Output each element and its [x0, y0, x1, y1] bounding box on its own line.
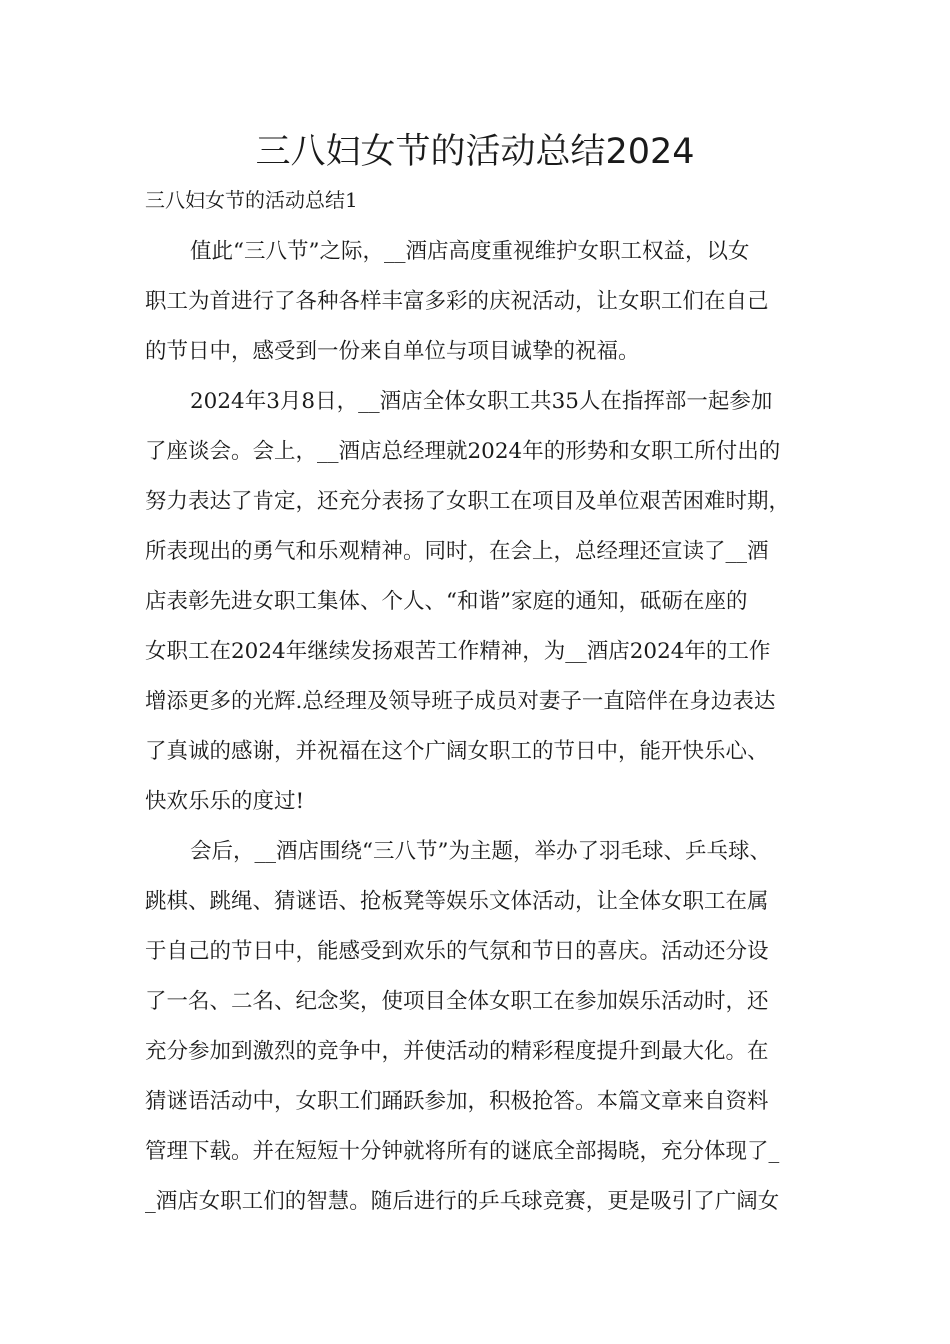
paragraph-line: 猜谜语活动中，女职工们踊跃参加，积极抢答。本篇文章来自资料 [145, 1089, 769, 1114]
paragraph-line: 于自己的节日中，能感受到欢乐的气氛和节日的喜庆。活动还分设 [145, 939, 769, 964]
paragraph-line: 了座谈会。会上，__酒店总经理就2024年的形势和女职工所付出的 [145, 439, 781, 464]
document-title: 三八妇女节的活动总结2024 [255, 132, 695, 172]
paragraph-line: 2024年3月8日，__酒店全体女职工共35人在指挥部一起参加 [190, 389, 773, 414]
paragraph-line: 了真诚的感谢，并祝福在这个广阔女职工的节日中，能开快乐心、 [145, 739, 769, 764]
paragraph-line: 管理下载。并在短短十分钟就将所有的谜底全部揭晓，充分体现了_ [145, 1139, 780, 1164]
paragraph-line: 了一名、二名、纪念奖，使项目全体女职工在参加娱乐活动时，还 [145, 989, 769, 1014]
paragraph-line: 的节日中，感受到一份来自单位与项目诚挚的祝福。 [145, 339, 640, 364]
paragraph-line: 会后，__酒店围绕“三八节”为主题，举办了羽毛球、乒乓球、 [190, 839, 771, 864]
paragraph-line: _酒店女职工们的智慧。随后进行的乒乓球竞赛，更是吸引了广阔女 [145, 1189, 780, 1214]
paragraph-line: 增添更多的光辉.总经理及领导班子成员对妻子一直陪伴在身边表达 [145, 689, 776, 714]
paragraph-line: 职工为首进行了各种各样丰富多彩的庆祝活动，让女职工们在自己 [145, 289, 769, 314]
paragraph-line: 充分参加到激烈的竞争中，并使活动的精彩程度提升到最大化。在 [145, 1039, 769, 1064]
section-heading: 三八妇女节的活动总结1 [145, 188, 358, 212]
paragraph-line: 女职工在2024年继续发扬艰苦工作精神，为__酒店2024年的工作 [145, 639, 771, 664]
paragraph-line: 快欢乐乐的度过! [145, 789, 305, 814]
paragraph-line: 值此“三八节”之际，__酒店高度重视维护女职工权益，以女 [190, 239, 750, 264]
paragraph-line: 店表彰先进女职工集体、个人、“和谐”家庭的通知，砥砺在座的 [145, 589, 748, 614]
paragraph-line: 所表现出的勇气和乐观精神。同时，在会上，总经理还宣读了__酒 [145, 539, 769, 564]
paragraph-line: 努力表达了肯定，还充分表扬了女职工在项目及单位艰苦困难时期， [145, 489, 791, 514]
paragraph-line: 跳棋、跳绳、猜谜语、抢板凳等娱乐文体活动，让全体女职工在属 [145, 889, 769, 914]
